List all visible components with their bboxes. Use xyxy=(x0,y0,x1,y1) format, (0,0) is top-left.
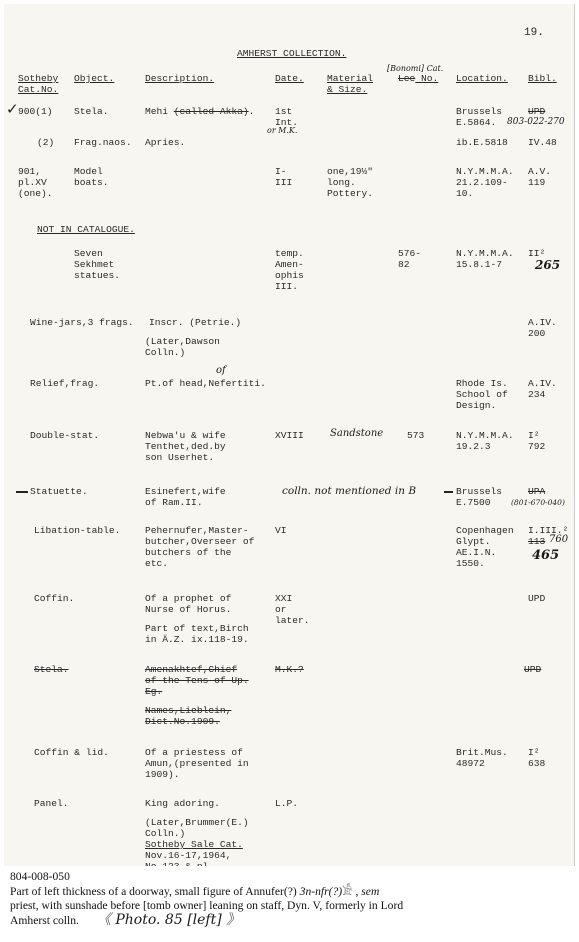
object: Frag.naos. xyxy=(74,137,132,148)
date-handwritten-note: or M.K. xyxy=(267,126,298,135)
caption-line-3 xyxy=(10,913,240,929)
dash-mark xyxy=(16,491,28,493)
bibl: IV.48 xyxy=(528,137,557,148)
header-bibl: Bibl. xyxy=(528,73,557,84)
location-line-2: E.5864. xyxy=(456,117,497,128)
bibl-line-2: 119 xyxy=(528,177,546,188)
page-title: AMHERST COLLECTION. xyxy=(237,48,347,59)
object: Coffin & lid. xyxy=(34,747,109,758)
description-line-2: Tenthet,ded.by xyxy=(145,441,226,452)
description-line-2: (Later,Brummer(E.) xyxy=(145,817,249,828)
cat-line-1: 901, xyxy=(18,166,42,177)
bibl: UPD xyxy=(524,664,542,675)
description-line-2: Amun,(presented in xyxy=(145,758,249,769)
material-handwritten: Sandstone xyxy=(330,428,384,439)
dash-mark xyxy=(444,491,453,493)
material-line-2: long. xyxy=(327,177,356,188)
description-line-2: butcher,Overseer of xyxy=(145,536,255,547)
caption-line-1 xyxy=(10,885,379,900)
description-line-5: Dict.No.1909. xyxy=(145,716,220,727)
cat-line-3: (one). xyxy=(18,188,53,199)
cat-no-line-1: 576- xyxy=(398,248,422,259)
header-material: Material xyxy=(327,73,374,84)
location-line-2: E.7500 xyxy=(456,497,491,508)
hieroglyph-icon: 𓀀 xyxy=(342,885,353,898)
object: Statuette. xyxy=(30,486,88,497)
description-line-3: Colln.) xyxy=(145,347,186,358)
location-line-1: N.Y.M.M.A. xyxy=(456,430,514,441)
object-line-1: Model xyxy=(74,166,103,177)
header-size: & Size. xyxy=(327,84,368,95)
object: Relief,frag. xyxy=(30,378,100,389)
location-line-3: AE.I.N. xyxy=(456,547,497,558)
description-struck: (called Akka) xyxy=(173,106,249,117)
caption xyxy=(0,866,579,942)
location: ib.E.5818 xyxy=(456,137,508,148)
date-line-3: later. xyxy=(275,615,310,626)
caption-sem: sem xyxy=(361,885,380,898)
bibl-handwritten-b: 465 xyxy=(532,548,560,563)
location-line-1: Brit.Mus. xyxy=(456,747,508,758)
date-line-4: III. xyxy=(275,281,299,292)
description-line-4: etc. xyxy=(145,558,169,569)
header-date: Date. xyxy=(275,73,304,84)
location-line-1: N.Y.M.M.A. xyxy=(456,166,514,177)
location-line-2: 48972 xyxy=(456,758,485,769)
description-line-1: Nebwa'u & wife xyxy=(145,430,226,441)
description-line-5: Nov.16-17,1964, xyxy=(145,850,232,861)
bibl: II² xyxy=(528,248,546,259)
cat-number: 900(1) xyxy=(18,106,53,117)
cat-number: (2) xyxy=(37,137,55,148)
section-title: NOT IN CATALOGUE. xyxy=(37,224,135,235)
caption-line-3-text: Amherst colln. xyxy=(10,914,79,927)
location-line-1: Brussels xyxy=(456,106,503,117)
location-line-1: Copenhagen xyxy=(456,525,514,536)
location-line-1: Brussels xyxy=(456,486,503,497)
header-cat-number xyxy=(398,73,438,84)
location-line-2: 21.2.109- xyxy=(456,177,508,188)
header-lee-struck: Lee xyxy=(398,73,416,84)
bibl-line-1: A.IV. xyxy=(528,317,557,328)
description-line-1: King adoring. xyxy=(145,798,220,809)
bibl-line-1: A.V. xyxy=(528,166,552,177)
bibl-line-2-struck: 113 xyxy=(528,536,546,547)
date-line-1: XXI xyxy=(275,593,293,604)
bibl-handwritten: 265 xyxy=(535,258,561,272)
object: Stela. xyxy=(74,106,109,117)
description-line-2: (Later,Dawson xyxy=(145,336,220,347)
location-line-2: 15.8.1-7 xyxy=(456,259,503,270)
object: Coffin. xyxy=(34,593,75,604)
location-line-1: N.Y.M.M.A. xyxy=(456,248,514,259)
description-line-4: Names,Lieblein, xyxy=(145,705,232,716)
object-line-2: Sekhmet xyxy=(74,259,115,270)
description-line-4: Sotheby Sale Cat. xyxy=(145,839,243,850)
bibl-struck: UPA xyxy=(528,486,546,497)
location-line-2: School of xyxy=(456,389,508,400)
header-location: Location. xyxy=(456,73,508,84)
bibl-line-1: A.IV. xyxy=(528,378,557,389)
cat-line-2: pl.XV xyxy=(18,177,47,188)
description-line-1: Esinefert,wife xyxy=(145,486,226,497)
object-line-1: Seven xyxy=(74,248,103,259)
bibl-struck: UPD xyxy=(528,106,546,117)
bibl-line-1: I² xyxy=(528,430,540,441)
cat-no: 573 xyxy=(407,430,425,441)
object-line-2: boats. xyxy=(74,177,109,188)
object: Wine-jars,3 frags. xyxy=(30,317,134,328)
caption-line-2: priest, with sunshade before [tomb owner] leaning on staff, Dyn. V, formerly in Lord xyxy=(10,899,404,912)
description-line-1: Inscr. (Petrie.) xyxy=(149,317,242,328)
caption-separator: , xyxy=(352,885,362,898)
description-line-1: Of a priestess of xyxy=(145,747,243,758)
date-line-1: I- xyxy=(275,166,287,177)
header-cat-no: Cat.No. xyxy=(18,84,59,95)
date: M.K.? xyxy=(275,664,304,675)
bibl: UPD xyxy=(528,593,546,604)
location-line-2: Glypt. xyxy=(456,536,491,547)
description-line-3: Part of text,Birch xyxy=(145,623,249,634)
date-line-2: or xyxy=(275,604,287,615)
description: Apries. xyxy=(145,137,186,148)
description-line-3: 1909). xyxy=(145,769,180,780)
description-line-3: son Userhet. xyxy=(145,452,215,463)
header-sotheby: Sotheby xyxy=(18,73,59,84)
description-line-4: in Ä.Z. ix.118-19. xyxy=(145,634,249,645)
object: Stela. xyxy=(34,664,69,675)
header-bonomi-note: [Bonomi] Cat. xyxy=(387,64,444,73)
date-line-2: Int. xyxy=(275,117,299,128)
object-line-3: statues. xyxy=(74,270,121,281)
description xyxy=(145,106,254,117)
material-line-3: Pottery. xyxy=(327,188,374,199)
bibl-handwritten-a: 760 xyxy=(549,534,569,545)
caption-transliteration: 3n-nfr(?) xyxy=(299,885,343,898)
description-line-2: of the Tens of Up. xyxy=(145,675,249,686)
checkmark-icon: ✓ xyxy=(6,100,19,118)
bibl-line-2: 638 xyxy=(528,758,546,769)
header-no: No. xyxy=(415,73,439,84)
object: Double-stat. xyxy=(30,430,100,441)
description-insert: of xyxy=(216,365,226,376)
location-line-3: Design. xyxy=(456,400,497,411)
location-line-1: Rhode Is. xyxy=(456,378,508,389)
bibl-line-2: 792 xyxy=(528,441,546,452)
cat-no-line-2: 82 xyxy=(398,259,410,270)
bibl-line-2: 234 xyxy=(528,389,546,400)
caption-handwritten: 《 Photo. 85 [left] 》 xyxy=(96,912,241,928)
description-line-1: Of a prophet of xyxy=(145,593,232,604)
page-number: 19. xyxy=(524,27,544,39)
description-line-1: Amenakhtef,Chief xyxy=(145,664,238,675)
description-line-3: Colln.) xyxy=(145,828,186,839)
location-line-4: 1550. xyxy=(456,558,485,569)
date: XVIII xyxy=(275,430,304,441)
bibl-handwritten: 803-022-270 xyxy=(507,117,565,127)
material-line-1: one,19½" xyxy=(327,166,374,177)
object: Libation-table. xyxy=(34,525,121,536)
description-text: Mehi xyxy=(145,106,174,117)
date-line-1: 1st xyxy=(275,106,293,117)
date: L.P. xyxy=(275,798,299,809)
caption-line-1-text: Part of left thickness of a doorway, small figure of Annufer(?) xyxy=(10,885,300,898)
description-line-2: of Ram.II. xyxy=(145,497,203,508)
bibl-line-1: I² xyxy=(528,747,540,758)
date-line-3: ophis xyxy=(275,270,304,281)
date-line-2: III xyxy=(275,177,293,188)
location-line-3: 10. xyxy=(456,188,474,199)
description-line-3: butchers of the xyxy=(145,547,232,558)
date: VI xyxy=(275,525,287,536)
date-line-1: temp. xyxy=(275,248,304,259)
header-description: Description. xyxy=(145,73,215,84)
catalogue-page xyxy=(4,4,575,866)
header-object: Object. xyxy=(74,73,115,84)
date-line-2: Amen- xyxy=(275,259,304,270)
description-line-1: Pehernufer,Master- xyxy=(145,525,249,536)
location-line-2: 19.2.3 xyxy=(456,441,491,452)
object: Panel. xyxy=(34,798,69,809)
description-line-2: Nurse of Horus. xyxy=(145,604,232,615)
description-line-3: Eg. xyxy=(145,686,163,697)
bibl-handwritten: (801-670-040) xyxy=(511,498,565,507)
bibl-line-1: I.III.² xyxy=(528,525,569,536)
bibl-line-2: 200 xyxy=(528,328,546,339)
description-end: . xyxy=(248,106,255,117)
caption-number: 804-008-050 xyxy=(10,870,70,883)
handwritten-note: colln. not mentioned in B xyxy=(282,485,417,497)
description: Pt.of head,Nefertiti. xyxy=(145,378,266,389)
